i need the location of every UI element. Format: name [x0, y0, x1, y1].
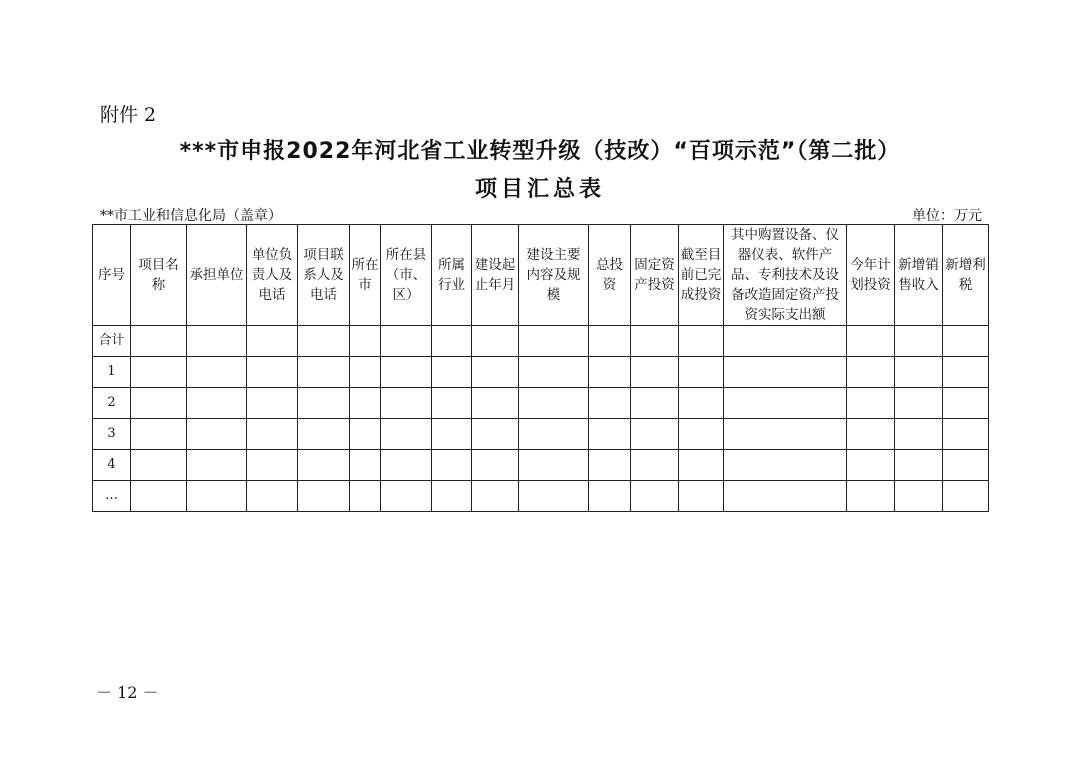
document-subtitle: 项目汇总表 — [474, 177, 605, 202]
header-cell: 新增销售收入 — [895, 225, 943, 326]
table-row — [93, 419, 989, 450]
table-cell — [631, 419, 679, 450]
table-cell — [472, 388, 519, 419]
row-label: … — [93, 481, 131, 512]
table-cell — [679, 419, 724, 450]
table-cell — [298, 326, 350, 357]
table-cell — [187, 450, 247, 481]
table-cell — [131, 326, 187, 357]
table-body — [93, 326, 989, 512]
table-cell — [432, 450, 472, 481]
table-cell — [298, 419, 350, 450]
table-cell — [472, 357, 519, 388]
table-cell — [895, 357, 943, 388]
table-cell — [943, 326, 989, 357]
table-cell — [589, 481, 631, 512]
table-cell — [298, 450, 350, 481]
header-cell: 总投资 — [589, 225, 631, 326]
header-cell: 建设主要内容及规模 — [519, 225, 589, 326]
table-cell — [943, 419, 989, 450]
table-cell — [247, 419, 298, 450]
table-cell — [187, 388, 247, 419]
table-cell — [187, 326, 247, 357]
header-cell: 单位负责人及电话 — [247, 225, 298, 326]
table-cell — [247, 450, 298, 481]
table-cell — [187, 481, 247, 512]
header-cell: 今年计划投资 — [847, 225, 895, 326]
table-cell — [519, 450, 589, 481]
table-cell — [943, 481, 989, 512]
table-row — [93, 450, 989, 481]
table-cell — [350, 481, 381, 512]
header-cell: 新增利税 — [943, 225, 989, 326]
header-cell: 建设起止年月 — [472, 225, 519, 326]
table-header-row — [93, 225, 989, 326]
header-cell: 固定资产投资 — [631, 225, 679, 326]
table-cell — [247, 481, 298, 512]
table-cell — [943, 388, 989, 419]
table-cell — [631, 357, 679, 388]
table-cell — [381, 326, 432, 357]
table-cell — [247, 388, 298, 419]
table-cell — [131, 481, 187, 512]
table-cell — [350, 388, 381, 419]
table-cell — [350, 326, 381, 357]
table-cell — [589, 450, 631, 481]
row-label: 合计 — [93, 326, 131, 357]
table-cell — [519, 357, 589, 388]
table-cell — [724, 388, 847, 419]
table-cell — [943, 450, 989, 481]
table-row — [93, 357, 989, 388]
table-cell — [381, 419, 432, 450]
table-cell — [131, 357, 187, 388]
header-cell: 承担单位 — [187, 225, 247, 326]
table-cell — [131, 419, 187, 450]
unit-label: 单位：万元 — [912, 208, 982, 224]
header-cell: 项目名称 — [131, 225, 187, 326]
table-cell — [847, 326, 895, 357]
table-cell — [519, 419, 589, 450]
table-cell — [432, 481, 472, 512]
table-cell — [381, 388, 432, 419]
table-cell — [350, 450, 381, 481]
table-cell — [895, 419, 943, 450]
table-cell — [847, 357, 895, 388]
table-cell — [187, 419, 247, 450]
table-cell — [298, 388, 350, 419]
table-cell — [247, 357, 298, 388]
attachment-label: 附件 2 — [100, 104, 157, 126]
table-cell — [724, 357, 847, 388]
table-cell — [679, 357, 724, 388]
page-number: － 12 － — [96, 683, 159, 702]
table-cell — [350, 419, 381, 450]
issuer-label: **市工业和信息化局（盖章） — [100, 208, 282, 224]
table-cell — [631, 481, 679, 512]
table-cell — [943, 357, 989, 388]
table-cell — [895, 388, 943, 419]
row-label: 2 — [93, 388, 131, 419]
table-cell — [679, 388, 724, 419]
header-cell: 所在市 — [350, 225, 381, 326]
table-row — [93, 388, 989, 419]
table-cell — [432, 357, 472, 388]
table-cell — [679, 450, 724, 481]
table-cell — [847, 419, 895, 450]
table-cell — [131, 388, 187, 419]
table-cell — [432, 326, 472, 357]
header-cell: 其中购置设备、仪器仪表、软件产品、专利技术及设备改造固定资产投资实际支出额 — [724, 225, 847, 326]
table-cell — [847, 450, 895, 481]
header-cell: 截至目前已完成投资 — [679, 225, 724, 326]
table-cell — [381, 357, 432, 388]
row-label: 4 — [93, 450, 131, 481]
header-cell: 所属行业 — [432, 225, 472, 326]
table-row — [93, 481, 989, 512]
table-cell — [631, 326, 679, 357]
table-cell — [724, 326, 847, 357]
table-cell — [631, 388, 679, 419]
table-cell — [589, 326, 631, 357]
table-cell — [472, 326, 519, 357]
table-cell — [298, 481, 350, 512]
table-row — [93, 326, 989, 357]
table-cell — [519, 481, 589, 512]
table-cell — [895, 481, 943, 512]
table-cell — [432, 419, 472, 450]
table-cell — [724, 450, 847, 481]
summary-table — [92, 224, 989, 512]
table-cell — [847, 388, 895, 419]
header-cell: 项目联系人及电话 — [298, 225, 350, 326]
table-cell — [187, 357, 247, 388]
table-cell — [519, 326, 589, 357]
table-cell — [381, 481, 432, 512]
table-cell — [298, 357, 350, 388]
table-cell — [679, 481, 724, 512]
table-cell — [724, 481, 847, 512]
table-cell — [519, 388, 589, 419]
table-cell — [247, 326, 298, 357]
table-cell — [472, 481, 519, 512]
table-cell — [350, 357, 381, 388]
table-cell — [472, 450, 519, 481]
table-cell — [847, 481, 895, 512]
row-label: 1 — [93, 357, 131, 388]
table-cell — [679, 326, 724, 357]
header-cell: 所在县（市、区） — [381, 225, 432, 326]
table-cell — [631, 450, 679, 481]
table-cell — [131, 450, 187, 481]
table-cell — [432, 388, 472, 419]
table-cell — [895, 450, 943, 481]
table-cell — [895, 326, 943, 357]
table-cell — [589, 419, 631, 450]
table-cell — [589, 388, 631, 419]
table-cell — [589, 357, 631, 388]
row-label: 3 — [93, 419, 131, 450]
document-title: ***市申报2022年河北省工业转型升级（技改）“百项示范”（第二批） — [179, 139, 901, 164]
table-cell — [472, 419, 519, 450]
table-cell — [724, 419, 847, 450]
table-cell — [381, 450, 432, 481]
header-cell: 序号 — [93, 225, 131, 326]
